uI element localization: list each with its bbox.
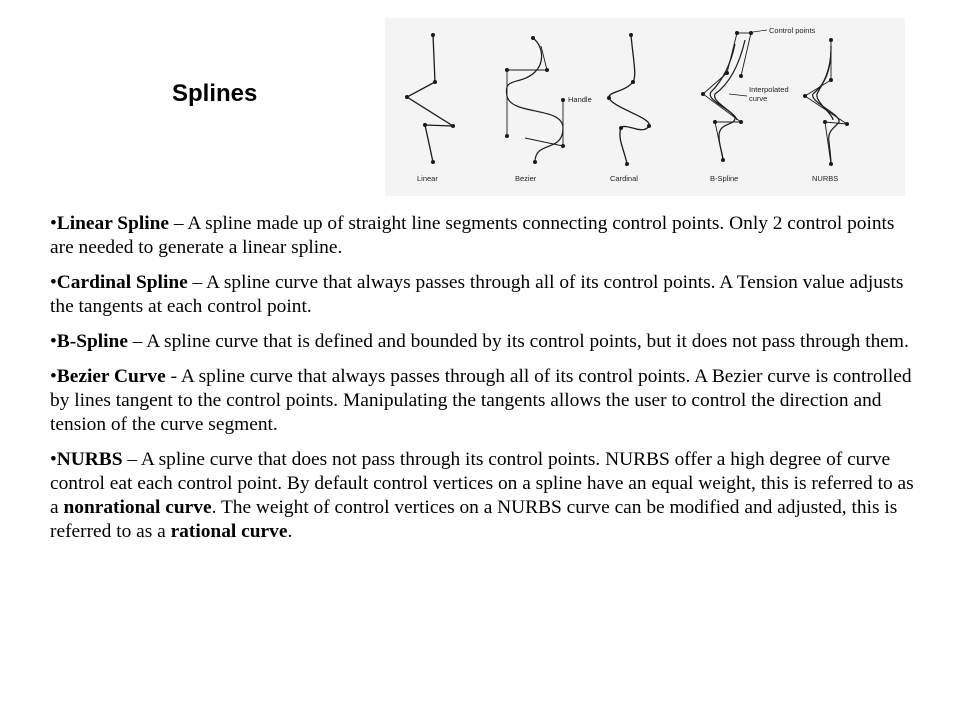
bspline-label: B-Spline <box>710 174 739 183</box>
linear-label: Linear <box>417 174 438 183</box>
control-point <box>533 160 537 164</box>
control-point <box>619 126 623 130</box>
control-point <box>829 162 833 166</box>
control-point <box>423 123 427 127</box>
control-point <box>803 94 807 98</box>
splines-diagram-svg <box>385 18 905 196</box>
control-point <box>505 134 509 138</box>
control-point <box>631 80 635 84</box>
control-point <box>829 38 833 42</box>
control-point <box>431 160 435 164</box>
control-point <box>701 92 705 96</box>
bullet-emphasis: nonrational curve <box>63 497 212 518</box>
control-point <box>721 158 725 162</box>
control-point <box>647 124 651 128</box>
control-point <box>531 36 535 40</box>
handle-annotation: Handle <box>568 95 592 104</box>
bullet-cardinal-spline: •Cardinal Spline – A spline curve that always passes through all of its control points. A Tension value adjusts the tangents at each control point. <box>50 272 904 317</box>
bullet-text: – A spline curve that does not pass through its control points. NURBS offer a high degree of curve control eat each control point. By default control vertices on a spline have an equal weight, this is referred to as a <box>50 449 914 518</box>
bullet-term: Bezier Curve <box>56 366 166 387</box>
slide-title: Splines <box>172 80 258 107</box>
control-point <box>725 71 729 75</box>
control-point <box>625 162 629 166</box>
cardinal-label: Cardinal <box>610 174 638 183</box>
control-point <box>829 78 833 82</box>
bullet-text: . <box>287 521 293 542</box>
bullet-emphasis: rational curve <box>170 521 288 542</box>
control-point <box>735 31 739 35</box>
control-point <box>713 120 717 124</box>
bullet-term: Cardinal Spline <box>56 272 188 293</box>
bullet-text: – A spline made up of straight line segments connecting control points. Only 2 control points are needed to generate a linear spline. <box>50 213 895 258</box>
control-point <box>739 120 743 124</box>
bezier-label: Bezier <box>515 174 537 183</box>
control-point <box>561 144 565 148</box>
control-points-annotation: Control points <box>769 26 816 35</box>
bullet-text: – A spline curve that is defined and bounded by its control points, but it does not pass through them. <box>127 331 909 352</box>
bullet-term: NURBS <box>56 449 123 470</box>
control-point <box>561 98 565 102</box>
interpolated-curve-annotation-line1: Interpolated <box>749 85 789 94</box>
bullet-text: – A spline curve that always passes through all of its control points. A Tension value adjusts the tangents at each control point. <box>50 272 904 317</box>
control-point <box>739 74 743 78</box>
bullet-list <box>50 212 920 555</box>
interpolated-curve-annotation-line2: curve <box>749 94 768 103</box>
control-point <box>431 33 435 37</box>
bullet-linear-spline: •Linear Spline – A spline made up of straight line segments connecting control points. Only 2 control points are needed to generate a linear spline. <box>50 213 895 258</box>
bullet-text: - A spline curve that always passes through all of its control points. A Bezier curve is controlled by lines tangent to the control points. Manipulating the tangents allows the user to control the direction and tension of the curve segment. <box>50 366 912 435</box>
control-point <box>749 31 753 35</box>
control-point <box>405 95 409 99</box>
control-point <box>629 33 633 37</box>
control-point <box>823 120 827 124</box>
bullet-text: . The weight of control vertices on a NURBS curve can be modified and adjusted, this is referred to as a <box>50 497 898 542</box>
nurbs-label: NURBS <box>812 174 839 183</box>
diagram-background <box>385 18 905 196</box>
control-point <box>607 96 611 100</box>
bullet-term: Linear Spline <box>56 213 170 234</box>
bullet-b-spline: •B-Spline – A spline curve that is defined and bounded by its control points, but it does not pass through them. <box>50 331 909 352</box>
control-point <box>433 80 437 84</box>
control-point <box>545 68 549 72</box>
control-point <box>505 68 509 72</box>
splines-diagram <box>385 18 905 196</box>
bullet-term: B-Spline <box>56 331 128 352</box>
bullet-nurbs: •NURBS – A spline curve that does not pass through its control points. NURBS offer a high degree of curve control eat each control point. By default control vertices on a spline have an equal weight, this is referred to as a nonrational curve. The weight of control vertices on a NURBS curve can be modified and adjusted, this is referred to as a rational curve. <box>50 449 914 542</box>
bullet-bezier-curve: •Bezier Curve - A spline curve that always passes through all of its control points. A Bezier curve is controlled by lines tangent to the control points. Manipulating the tangents allows the user to control the direction and tension of the curve segment. <box>50 366 912 435</box>
control-point <box>451 124 455 128</box>
control-point <box>845 122 849 126</box>
